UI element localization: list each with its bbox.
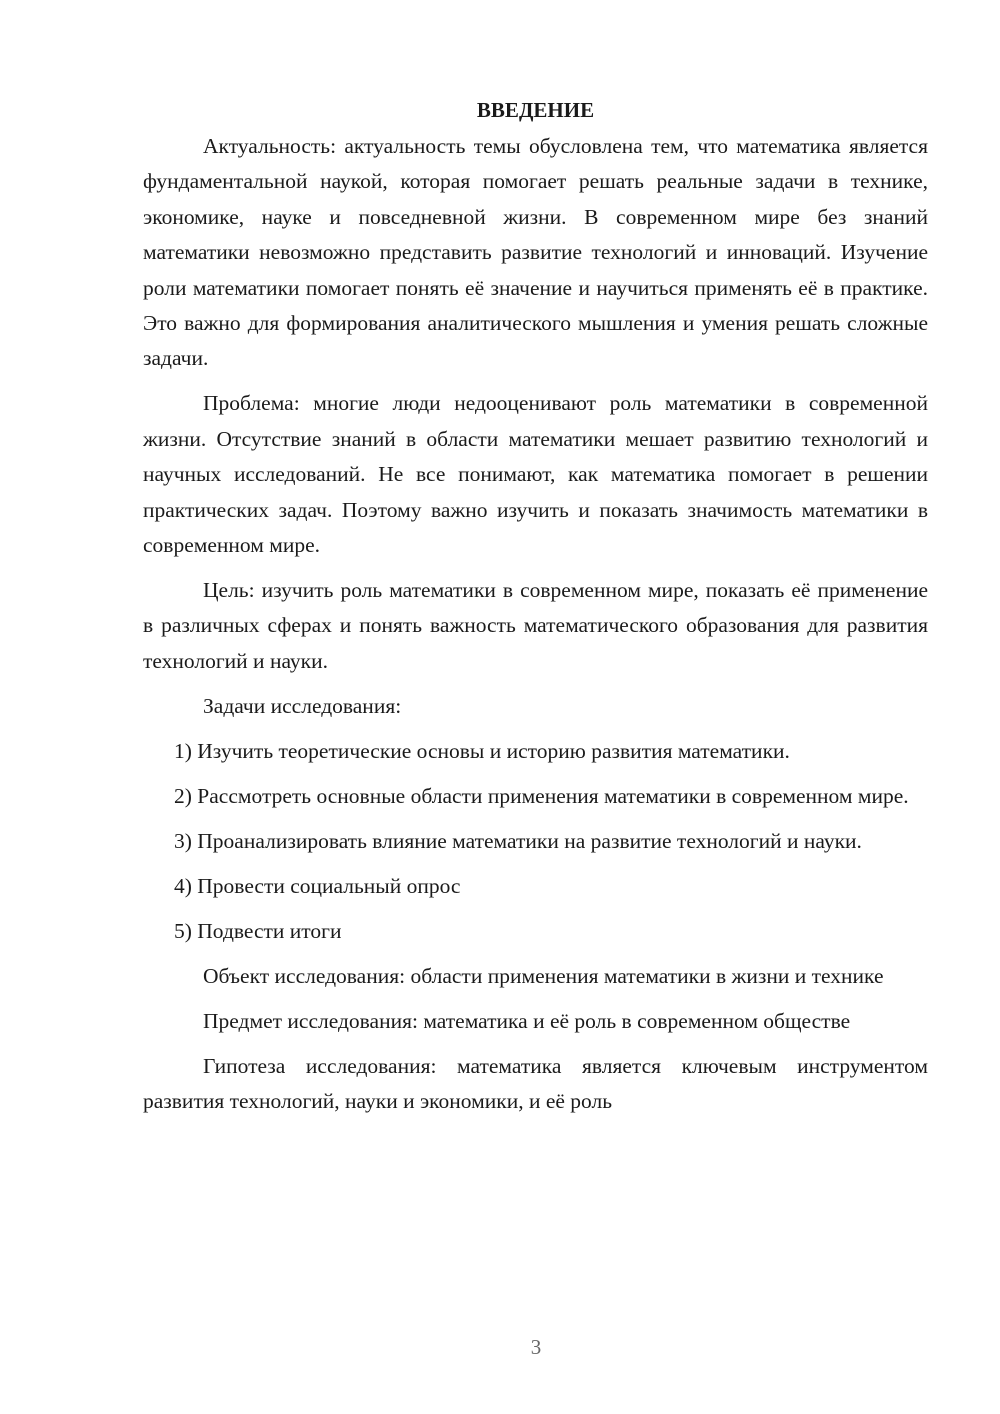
paragraph-problem: Проблема: многие люди недооценивают роль математики в современной жизни. Отсутствие знаний в области математики мешает развитию технологий и научных исследований. Не все понимают, как математика помогает в решении практических задач. Поэтому важно изучить и показать значимость математики в современном мире. <box>143 391 928 558</box>
task-item: 2) Рассмотреть основные области применения математики в современном мире. <box>174 783 909 808</box>
page-number: 3 <box>530 1335 542 1359</box>
task-item: 5) Подвести итоги <box>174 918 342 943</box>
paragraph-subject: Предмет исследования: математика и её роль в современном обществе <box>203 1008 851 1033</box>
paragraph-goal: Цель: изучить роль математики в современном мире, показать её применение в различных сферах и понять важность математического образования для развития технологий и науки. <box>143 578 928 673</box>
task-item: 1) Изучить теоретические основы и историю развития математики. <box>174 738 790 763</box>
paragraph-hypothesis: Гипотеза исследования: математика является ключевым инструментом развития технологий, науки и экономики, и её роль <box>143 1053 928 1114</box>
paragraph-tasks-heading: Задачи исследования: <box>203 693 402 718</box>
paragraph-relevance: Актуальность: актуальность темы обусловлена тем, что математика является фундаментальной наукой, которая помогает решать реальные задачи в технике, экономике, науке и повседневной жизни. В современном мире без знаний математики невозможно представить развитие технологий и инноваций. Изучение роли математики помогает понять её значение и научиться применять её в практике. Это важно для формирования аналитического мышления и умения решать сложные задачи. <box>143 134 928 371</box>
paragraph-object: Объект исследования: области применения математики в жизни и технике <box>203 963 884 988</box>
task-item: 3) Проанализировать влияние математики на развитие технологий и науки. <box>174 828 862 853</box>
document-page <box>143 92 928 1120</box>
section-heading: ВВЕДЕНИЕ <box>476 98 595 122</box>
task-item: 4) Провести социальный опрос <box>174 873 461 898</box>
